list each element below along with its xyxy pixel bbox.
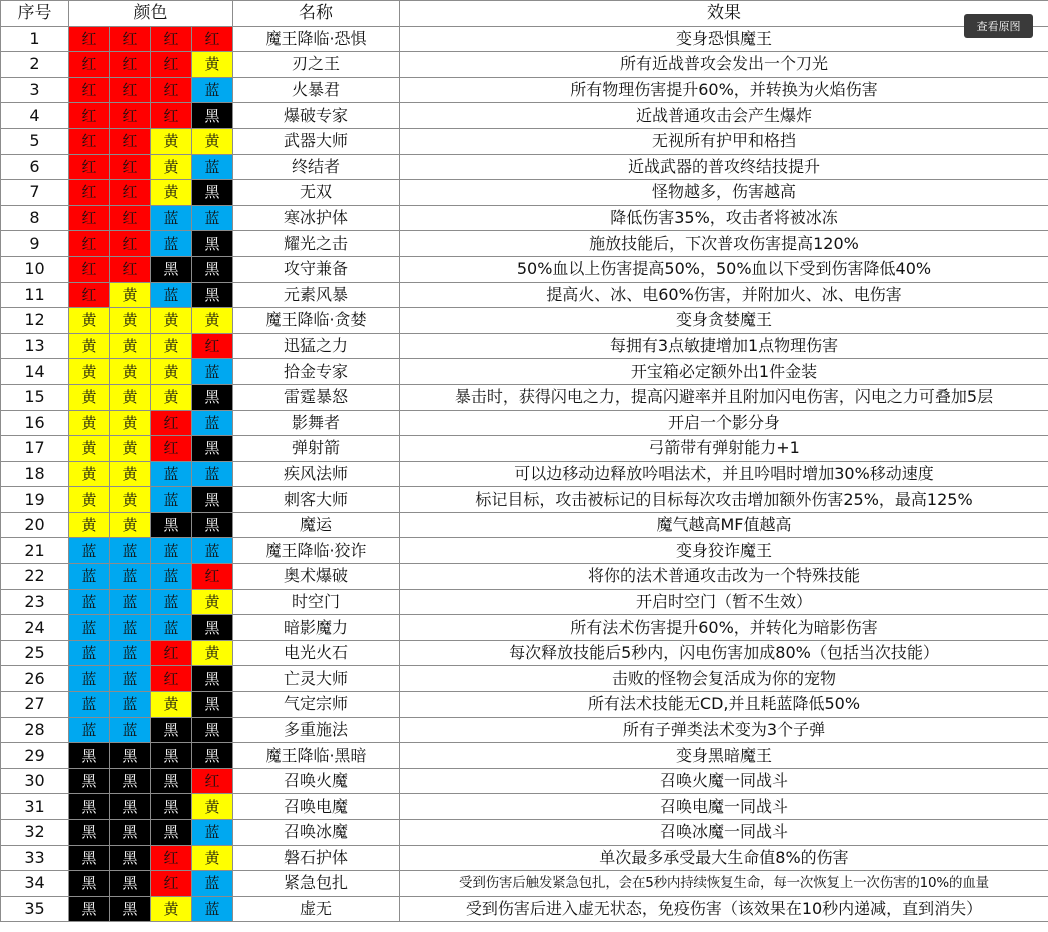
- table-row: [1, 820, 1048, 846]
- color-swatch: 黑: [69, 743, 110, 769]
- color-swatch: 黑: [110, 768, 151, 794]
- combo-effect: 50%血以上伤害提高50%，50%血以下受到伤害降低40%: [400, 256, 1048, 282]
- table-row: [1, 103, 1048, 129]
- color-swatch: 黑: [110, 845, 151, 871]
- color-swatch: 黄: [110, 461, 151, 487]
- color-swatch: 黑: [192, 487, 233, 513]
- table-row: [1, 205, 1048, 231]
- color-swatch: 黄: [69, 487, 110, 513]
- color-swatch: 黑: [192, 384, 233, 410]
- combo-name: 迅猛之力: [233, 333, 400, 359]
- table-body: [1, 26, 1048, 922]
- combo-effect: 单次最多承受最大生命值8%的伤害: [400, 845, 1048, 871]
- color-swatch: 蓝: [192, 154, 233, 180]
- color-swatch: 黄: [151, 180, 192, 206]
- color-swatch: 蓝: [69, 640, 110, 666]
- color-swatch: 黑: [69, 794, 110, 820]
- combo-effect: 开启时空门（暂不生效）: [400, 589, 1048, 615]
- combo-effect: 所有子弹类法术变为3个子弹: [400, 717, 1048, 743]
- combo-effect: 击败的怪物会复活成为你的宠物: [400, 666, 1048, 692]
- combo-name: 虚无: [233, 896, 400, 922]
- color-swatch: 蓝: [69, 717, 110, 743]
- combo-effect: 近战普通攻击会产生爆炸: [400, 103, 1048, 129]
- table-row: [1, 845, 1048, 871]
- row-number: 19: [1, 487, 69, 513]
- color-swatch: 黑: [110, 871, 151, 897]
- combo-effect: 标记目标，攻击被标记的目标每次攻击增加额外伤害25%，最高125%: [400, 487, 1048, 513]
- color-swatch: 蓝: [192, 896, 233, 922]
- combo-name: 元素风暴: [233, 282, 400, 308]
- color-swatch: 黄: [110, 308, 151, 334]
- color-swatch: 黄: [192, 845, 233, 871]
- combo-name: 电光火石: [233, 640, 400, 666]
- row-number: 28: [1, 717, 69, 743]
- row-number: 18: [1, 461, 69, 487]
- row-number: 27: [1, 692, 69, 718]
- row-number: 13: [1, 333, 69, 359]
- color-swatch: 红: [151, 103, 192, 129]
- row-number: 29: [1, 743, 69, 769]
- combo-name: 紧急包扎: [233, 871, 400, 897]
- color-swatch: 红: [69, 154, 110, 180]
- color-swatch: 红: [110, 205, 151, 231]
- color-swatch: 蓝: [151, 205, 192, 231]
- table-row: [1, 436, 1048, 462]
- combo-name: 魔王降临·狡诈: [233, 538, 400, 564]
- color-swatch: 黄: [192, 52, 233, 78]
- color-swatch: 黑: [192, 512, 233, 538]
- table-row: [1, 308, 1048, 334]
- color-swatch: 蓝: [69, 666, 110, 692]
- color-swatch: 黑: [151, 717, 192, 743]
- color-swatch: 红: [110, 26, 151, 52]
- color-swatch: 蓝: [192, 871, 233, 897]
- combo-name: 暗影魔力: [233, 615, 400, 641]
- color-swatch: 黑: [151, 512, 192, 538]
- color-swatch: 蓝: [192, 461, 233, 487]
- table-row: [1, 359, 1048, 385]
- table-row: [1, 410, 1048, 436]
- header-name: 名称: [233, 1, 400, 27]
- color-swatch: 黄: [151, 384, 192, 410]
- color-swatch: 黄: [151, 154, 192, 180]
- color-swatch: 蓝: [110, 640, 151, 666]
- combo-name: 时空门: [233, 589, 400, 615]
- color-swatch: 黑: [192, 717, 233, 743]
- combo-name: 磐石护体: [233, 845, 400, 871]
- color-swatch: 黄: [192, 589, 233, 615]
- color-swatch: 黑: [192, 666, 233, 692]
- table-row: [1, 282, 1048, 308]
- color-swatch: 黄: [192, 128, 233, 154]
- table-row: [1, 384, 1048, 410]
- color-swatch: 黄: [110, 487, 151, 513]
- combo-effect: 提高火、冰、电60%伤害，并附加火、冰、电伤害: [400, 282, 1048, 308]
- combo-effect: 怪物越多，伤害越高: [400, 180, 1048, 206]
- color-swatch: 蓝: [151, 282, 192, 308]
- color-swatch: 黑: [69, 768, 110, 794]
- table-row: [1, 52, 1048, 78]
- color-swatch: 蓝: [69, 564, 110, 590]
- combo-effect: 每次释放技能后5秒内，闪电伤害加成80%（包括当次技能）: [400, 640, 1048, 666]
- color-swatch: 蓝: [69, 692, 110, 718]
- color-swatch: 蓝: [69, 615, 110, 641]
- combo-effect: 每拥有3点敏捷增加1点物理伤害: [400, 333, 1048, 359]
- color-swatch: 红: [151, 871, 192, 897]
- table-row: [1, 77, 1048, 103]
- color-swatch: 红: [110, 231, 151, 257]
- color-swatch: 黑: [69, 845, 110, 871]
- table-row: [1, 794, 1048, 820]
- combo-effect: 开启一个影分身: [400, 410, 1048, 436]
- color-swatch: 黄: [110, 436, 151, 462]
- table-row: [1, 154, 1048, 180]
- color-swatch: 红: [110, 154, 151, 180]
- color-swatch: 蓝: [151, 461, 192, 487]
- color-swatch: 黑: [69, 871, 110, 897]
- combo-effect: 召唤电魔一同战斗: [400, 794, 1048, 820]
- table-row: [1, 666, 1048, 692]
- table-row: [1, 180, 1048, 206]
- row-number: 20: [1, 512, 69, 538]
- color-swatch: 黄: [69, 384, 110, 410]
- color-swatch: 红: [69, 256, 110, 282]
- color-swatch: 红: [192, 768, 233, 794]
- color-swatch: 红: [151, 666, 192, 692]
- color-swatch: 黑: [110, 820, 151, 846]
- color-swatch: 黄: [69, 461, 110, 487]
- row-number: 17: [1, 436, 69, 462]
- color-swatch: 黑: [192, 436, 233, 462]
- table-row: [1, 256, 1048, 282]
- row-number: 30: [1, 768, 69, 794]
- color-swatch: 黑: [110, 896, 151, 922]
- color-swatch: 蓝: [192, 410, 233, 436]
- combo-effect: 受到伤害后触发紧急包扎，会在5秒内持续恢复生命，每一次恢复上一次伤害的10%的血量: [400, 871, 1048, 897]
- combo-effect: 变身黑暗魔王: [400, 743, 1048, 769]
- combo-name: 武器大师: [233, 128, 400, 154]
- color-swatch: 红: [110, 77, 151, 103]
- color-swatch: 蓝: [151, 615, 192, 641]
- table-row: [1, 896, 1048, 922]
- table-row: [1, 615, 1048, 641]
- row-number: 35: [1, 896, 69, 922]
- color-swatch: 红: [151, 640, 192, 666]
- table-header-row: [1, 1, 1048, 27]
- table-row: [1, 512, 1048, 538]
- row-number: 21: [1, 538, 69, 564]
- color-swatch: 黄: [110, 282, 151, 308]
- table-row: [1, 871, 1048, 897]
- combo-name: 终结者: [233, 154, 400, 180]
- row-number: 24: [1, 615, 69, 641]
- row-number: 15: [1, 384, 69, 410]
- color-swatch: 蓝: [151, 589, 192, 615]
- color-swatch: 红: [110, 128, 151, 154]
- combo-name: 刺客大师: [233, 487, 400, 513]
- color-swatch: 黑: [151, 794, 192, 820]
- color-swatch: 红: [110, 103, 151, 129]
- color-swatch: 黑: [192, 180, 233, 206]
- combo-name: 雷霆暴怒: [233, 384, 400, 410]
- color-swatch: 红: [69, 52, 110, 78]
- combo-effect: 暴击时，获得闪电之力，提高闪避率并且附加闪电伤害，闪电之力可叠加5层: [400, 384, 1048, 410]
- color-swatch: 红: [151, 410, 192, 436]
- row-number: 33: [1, 845, 69, 871]
- combo-name: 无双: [233, 180, 400, 206]
- color-swatch: 黑: [192, 615, 233, 641]
- row-number: 8: [1, 205, 69, 231]
- color-swatch: 蓝: [151, 538, 192, 564]
- combo-name: 火暴君: [233, 77, 400, 103]
- row-number: 6: [1, 154, 69, 180]
- color-swatch: 红: [192, 26, 233, 52]
- header-color: 颜色: [69, 1, 233, 27]
- row-number: 4: [1, 103, 69, 129]
- color-swatch: 黑: [110, 743, 151, 769]
- combo-name: 召唤电魔: [233, 794, 400, 820]
- combo-effect: 魔气越高MF值越高: [400, 512, 1048, 538]
- row-number: 3: [1, 77, 69, 103]
- color-swatch: 黄: [110, 512, 151, 538]
- color-swatch: 黄: [69, 512, 110, 538]
- combo-name: 影舞者: [233, 410, 400, 436]
- color-swatch: 黄: [69, 359, 110, 385]
- color-swatch: 黑: [192, 692, 233, 718]
- color-swatch: 红: [151, 77, 192, 103]
- table-row: [1, 640, 1048, 666]
- table-row: [1, 333, 1048, 359]
- color-swatch: 黄: [151, 308, 192, 334]
- color-swatch: 黑: [192, 103, 233, 129]
- color-swatch: 红: [151, 52, 192, 78]
- color-swatch: 红: [110, 180, 151, 206]
- row-number: 16: [1, 410, 69, 436]
- color-swatch: 黑: [151, 256, 192, 282]
- table-row: [1, 231, 1048, 257]
- row-number: 11: [1, 282, 69, 308]
- color-swatch: 蓝: [192, 820, 233, 846]
- combo-effect: 所有法术伤害提升60%，并转化为暗影伤害: [400, 615, 1048, 641]
- combo-effect: 变身恐惧魔王: [400, 26, 1048, 52]
- color-swatch: 蓝: [110, 564, 151, 590]
- combo-name: 拾金专家: [233, 359, 400, 385]
- row-number: 22: [1, 564, 69, 590]
- row-number: 7: [1, 180, 69, 206]
- combo-effect: 施放技能后，下次普攻伤害提高120%: [400, 231, 1048, 257]
- row-number: 31: [1, 794, 69, 820]
- combo-effect: 将你的法术普通攻击改为一个特殊技能: [400, 564, 1048, 590]
- combo-name: 召唤火魔: [233, 768, 400, 794]
- header-effect: 效果: [400, 1, 1048, 27]
- combo-effect: 变身狡诈魔王: [400, 538, 1048, 564]
- color-swatch: 蓝: [151, 564, 192, 590]
- color-swatch: 蓝: [151, 231, 192, 257]
- table-row: [1, 538, 1048, 564]
- color-swatch: 黄: [69, 410, 110, 436]
- combo-name: 疾风法师: [233, 461, 400, 487]
- color-swatch: 红: [110, 52, 151, 78]
- combo-name: 刃之王: [233, 52, 400, 78]
- color-swatch: 蓝: [110, 589, 151, 615]
- color-swatch: 黄: [69, 436, 110, 462]
- combo-effect: 所有法术技能无CD,并且耗蓝降低50%: [400, 692, 1048, 718]
- color-swatch: 黄: [151, 128, 192, 154]
- color-swatch: 蓝: [69, 589, 110, 615]
- color-swatch: 蓝: [110, 615, 151, 641]
- color-swatch: 黑: [192, 231, 233, 257]
- combo-name: 耀光之击: [233, 231, 400, 257]
- color-swatch: 蓝: [110, 666, 151, 692]
- color-swatch: 蓝: [110, 692, 151, 718]
- table-row: [1, 717, 1048, 743]
- combo-name: 爆破专家: [233, 103, 400, 129]
- row-number: 14: [1, 359, 69, 385]
- color-swatch: 红: [192, 564, 233, 590]
- color-swatch: 黄: [192, 640, 233, 666]
- combo-name: 魔王降临·恐惧: [233, 26, 400, 52]
- color-swatch: 蓝: [192, 205, 233, 231]
- combo-name: 弹射箭: [233, 436, 400, 462]
- color-swatch: 黄: [110, 384, 151, 410]
- color-swatch: 黄: [192, 794, 233, 820]
- color-swatch: 红: [151, 845, 192, 871]
- combo-effect: 召唤冰魔一同战斗: [400, 820, 1048, 846]
- color-swatch: 红: [110, 256, 151, 282]
- view-original-button[interactable]: 查看原图: [964, 14, 1033, 38]
- table-row: [1, 768, 1048, 794]
- combo-name: 攻守兼备: [233, 256, 400, 282]
- table-row: [1, 487, 1048, 513]
- color-swatch: 黄: [110, 333, 151, 359]
- combo-name: 魔王降临·贪婪: [233, 308, 400, 334]
- color-swatch: 蓝: [110, 717, 151, 743]
- color-swatch: 黄: [151, 896, 192, 922]
- color-swatch: 红: [69, 231, 110, 257]
- combo-effect: 无视所有护甲和格挡: [400, 128, 1048, 154]
- row-number: 23: [1, 589, 69, 615]
- color-swatch: 黑: [151, 768, 192, 794]
- combo-name: 寒冰护体: [233, 205, 400, 231]
- color-swatch: 黄: [151, 333, 192, 359]
- color-swatch: 黄: [69, 333, 110, 359]
- row-number: 26: [1, 666, 69, 692]
- row-number: 32: [1, 820, 69, 846]
- color-swatch: 红: [69, 205, 110, 231]
- color-swatch: 黄: [192, 308, 233, 334]
- combo-name: 多重施法: [233, 717, 400, 743]
- color-swatch: 蓝: [110, 538, 151, 564]
- table-row: [1, 743, 1048, 769]
- color-swatch: 蓝: [192, 77, 233, 103]
- color-swatch: 黑: [69, 820, 110, 846]
- color-swatch: 黄: [151, 692, 192, 718]
- combo-effect: 近战武器的普攻终结技提升: [400, 154, 1048, 180]
- combo-effect: 受到伤害后进入虚无状态，免疫伤害（该效果在10秒内递减，直到消失）: [400, 896, 1048, 922]
- color-swatch: 黄: [110, 410, 151, 436]
- color-swatch: 蓝: [69, 538, 110, 564]
- row-number: 12: [1, 308, 69, 334]
- color-swatch: 黑: [69, 896, 110, 922]
- color-swatch: 红: [69, 128, 110, 154]
- color-swatch: 红: [69, 282, 110, 308]
- row-number: 25: [1, 640, 69, 666]
- combo-effect: 降低伤害35%，攻击者将被冰冻: [400, 205, 1048, 231]
- color-swatch: 黄: [110, 359, 151, 385]
- color-swatch: 黑: [110, 794, 151, 820]
- row-number: 2: [1, 52, 69, 78]
- color-swatch: 黑: [192, 743, 233, 769]
- table-row: [1, 128, 1048, 154]
- header-no: 序号: [1, 1, 69, 27]
- color-swatch: 红: [192, 333, 233, 359]
- color-swatch: 蓝: [192, 359, 233, 385]
- combo-effect: 召唤火魔一同战斗: [400, 768, 1048, 794]
- color-swatch: 红: [69, 180, 110, 206]
- row-number: 9: [1, 231, 69, 257]
- combo-name: 召唤冰魔: [233, 820, 400, 846]
- table-row: [1, 26, 1048, 52]
- color-swatch: 蓝: [151, 487, 192, 513]
- combo-effect: 所有近战普攻会发出一个刀光: [400, 52, 1048, 78]
- combo-name: 亡灵大师: [233, 666, 400, 692]
- color-swatch: 黄: [69, 308, 110, 334]
- color-swatch: 黑: [192, 256, 233, 282]
- combo-name: 奥术爆破: [233, 564, 400, 590]
- combo-name: 魔运: [233, 512, 400, 538]
- color-swatch: 黑: [151, 743, 192, 769]
- combo-effect: 所有物理伤害提升60%，并转换为火焰伤害: [400, 77, 1048, 103]
- color-swatch: 黑: [151, 820, 192, 846]
- color-swatch: 红: [151, 436, 192, 462]
- combo-name: 魔王降临·黑暗: [233, 743, 400, 769]
- combo-effect: 可以边移动边释放吟唱法术，并且吟唱时增加30%移动速度: [400, 461, 1048, 487]
- table-row: [1, 564, 1048, 590]
- combo-name: 气定宗师: [233, 692, 400, 718]
- color-swatch: 黑: [192, 282, 233, 308]
- table-row: [1, 589, 1048, 615]
- color-swatch: 黄: [151, 359, 192, 385]
- color-swatch: 红: [69, 77, 110, 103]
- table-row: [1, 692, 1048, 718]
- combo-effect: 弓箭带有弹射能力+1: [400, 436, 1048, 462]
- color-swatch: 红: [151, 26, 192, 52]
- combo-effect: 开宝箱必定额外出1件金装: [400, 359, 1048, 385]
- row-number: 10: [1, 256, 69, 282]
- color-swatch: 红: [69, 103, 110, 129]
- row-number: 1: [1, 26, 69, 52]
- color-swatch: 红: [69, 26, 110, 52]
- row-number: 34: [1, 871, 69, 897]
- color-swatch: 蓝: [192, 538, 233, 564]
- row-number: 5: [1, 128, 69, 154]
- table-row: [1, 461, 1048, 487]
- combo-effect: 变身贪婪魔王: [400, 308, 1048, 334]
